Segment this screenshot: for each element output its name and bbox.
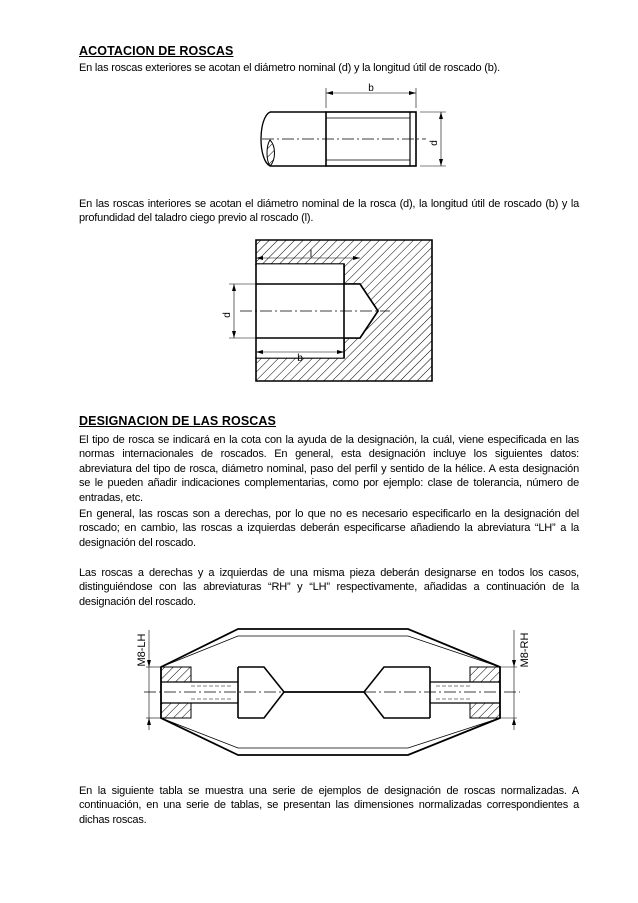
dim-label-b-interior: b bbox=[297, 353, 303, 364]
dim-label-b: b bbox=[368, 83, 374, 94]
dim-label-d-interior: d bbox=[222, 312, 233, 318]
dim-label-d: d bbox=[429, 140, 440, 146]
paragraph-exterior-threads: En las roscas exteriores se acotan el diámetro nominal (d) y la longitud útil de roscado (b). bbox=[79, 62, 501, 74]
section-title-designacion: DESIGNACION DE LAS ROSCAS bbox=[79, 414, 276, 428]
designation-label-right: M8-RH bbox=[519, 632, 531, 668]
paragraph-designation-intro: El tipo de rosca se indicará en la cota con la ayuda de la designación, la cuál, viene especificada en las normas internacionales de roscados. En general, esta designación incluye los siguientes datos: abreviatura del tipo de rosca, diámetro nominal, paso del perfil y sentido de la hélice. A esta designación se le pueden añadir indicaciones complementarias, como por ejemplo: clase de tolerancia, número de entradas, etc. bbox=[79, 434, 579, 504]
designation-label-left: M8-LH bbox=[136, 633, 148, 667]
paragraph-interior-threads: En las roscas interiores se acotan el diámetro nominal de la rosca (d), la longitud útil de roscado (b) y la profundidad del taladro ciego previo al roscado (l). bbox=[79, 198, 579, 225]
section-title-acotacion: ACOTACION DE ROSCAS bbox=[79, 44, 234, 58]
paragraph-right-left-threads: En general, las roscas son a derechas, por lo que no es necesario especificarlo en la designación del roscado; en cambio, las roscas a izquierdas deberán especificarse añadiendo la abreviatura “LH” a la designación del roscado. bbox=[79, 508, 579, 549]
paragraph-table-intro: En la siguiente tabla se muestra una serie de ejemplos de designación de roscas normalizadas. A continuación, en una serie de tablas, se presentan las dimensiones normalizadas correspondientes a dichas roscas. bbox=[79, 785, 579, 826]
paragraph-rh-lh: Las roscas a derechas y a izquierdas de una misma pieza deberán designarse en todos los casos, distinguiéndose con las abreviaturas “RH” y “LH” respectivamente, añadidas a continuación de la designación del roscado. bbox=[79, 567, 579, 608]
dim-label-l: l bbox=[309, 249, 313, 260]
